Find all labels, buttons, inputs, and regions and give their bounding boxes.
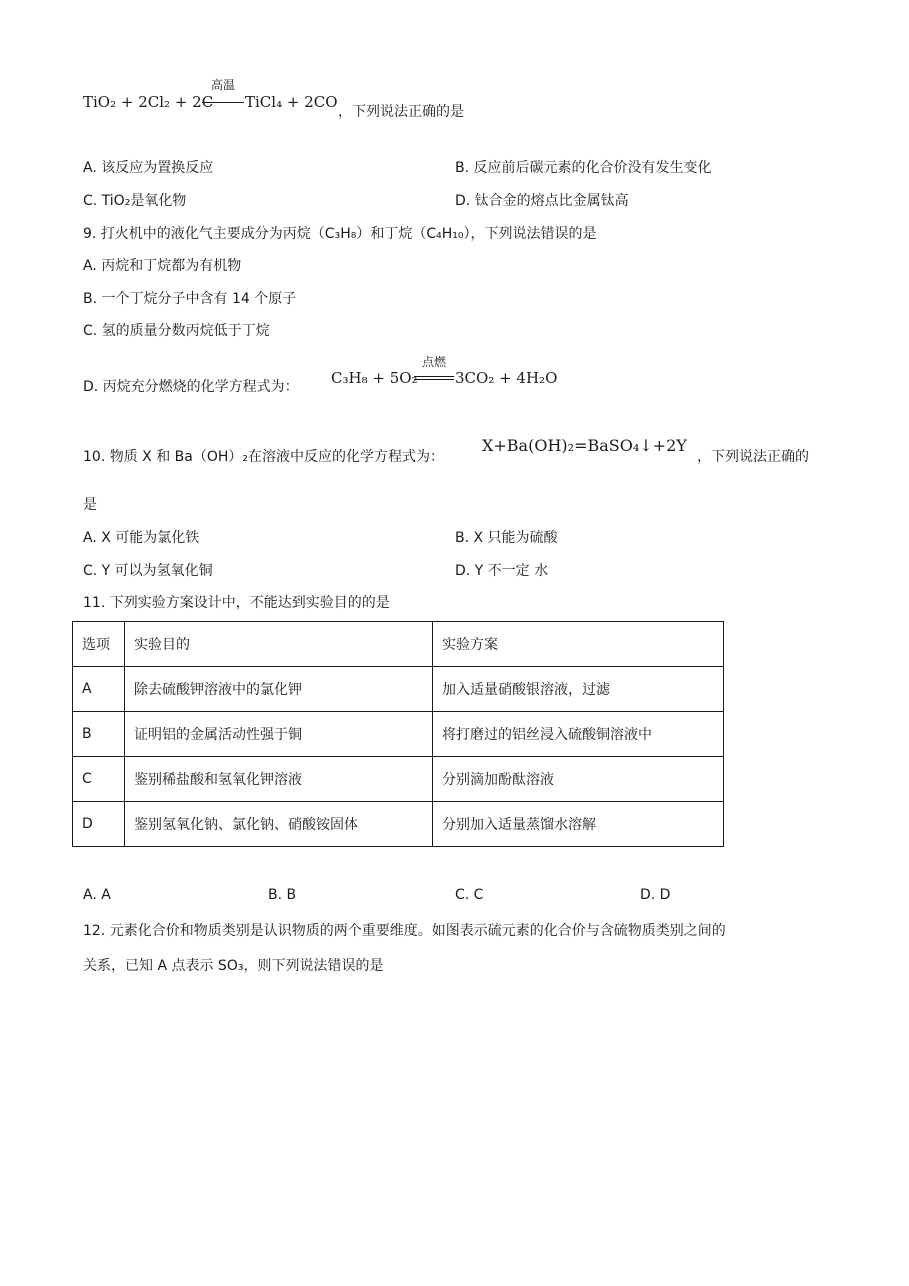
q10-equation: X+Ba(OH)₂=BaSO₄↓+2Y [482,436,687,455]
table-row [73,757,724,802]
row-b-purpose: 证明铝的金属活动性强于铜 [125,712,433,757]
header-option: 选项 [73,622,125,667]
row-d-purpose: 鉴别氢氧化钠、氯化钠、硝酸铵固体 [125,802,433,847]
q11-option-d: D. D [640,887,671,903]
row-b-plan: 将打磨过的铝丝浸入硫酸铜溶液中 [433,712,724,757]
table-row [73,802,724,847]
q10-stem-suffix: ，下列说法正确的 [697,449,809,465]
table-row [73,712,724,757]
experiment-table [72,621,724,847]
q9-reaction-line [414,376,454,380]
q9-option-d: D. 丙烷充分燃烧的化学方程式为： [83,379,299,395]
q11-option-c: C. C [455,887,484,903]
q9-option-a: A. 丙烷和丁烷都为有机物 [83,258,242,274]
q10-option-d: D. Y 不一定 水 [455,563,549,579]
q9-option-b: B. 一个丁烷分子中含有 14 个原子 [83,291,297,307]
q9-equation-lhs: C₃H₈ + 5O₂ [331,369,418,387]
q10-option-a: A. X 可能为氯化铁 [83,530,200,546]
q9-stem: 9. 打火机中的液化气主要成分为丙烷（C₃H₈）和丁烷（C₄H₁₀），下列说法错误的是 [83,226,597,242]
row-d-plan: 分别加入适量蒸馏水溶解 [433,802,724,847]
header-purpose: 实验目的 [125,622,433,667]
q8-equation-lhs: TiO₂ + 2Cl₂ + 2C [83,93,214,111]
q11-stem: 11. 下列实验方案设计中，不能达到实验目的的是 [83,595,390,611]
row-c-option: C [73,757,125,802]
row-c-plan: 分别滴加酚酞溶液 [433,757,724,802]
q8-option-d: D. 钛合金的熔点比金属钛高 [455,193,629,209]
q9-condition: 点燃 [421,355,446,369]
q10-stem-prefix: 10. 物质 X 和 Ba（OH）₂在溶液中反应的化学方程式为： [83,449,444,465]
q8-condition: 高温 [210,78,235,92]
q10-stem-cont: 是 [83,497,97,513]
q8-option-b: B. 反应前后碳元素的化合价没有发生变化 [455,160,712,176]
q12-line-2: 关系，已知 A 点表示 SO₃，则下列说法错误的是 [83,958,384,974]
q11-option-b: B. B [268,887,297,903]
q10-option-c: C. Y 可以为氢氧化铜 [83,563,213,579]
q8-stem: ，下列说法正确的是 [338,104,464,120]
row-a-purpose: 除去硫酸钾溶液中的氯化钾 [125,667,433,712]
q10-option-b: B. X 只能为硫酸 [455,530,558,546]
q9-equation-rhs: 3CO₂ + 4H₂O [455,369,558,387]
row-a-plan: 加入适量硝酸银溶液，过滤 [433,667,724,712]
q8-option-c: C. TiO₂是氧化物 [83,193,187,209]
header-plan: 实验方案 [433,622,724,667]
q8-option-a: A. 该反应为置换反应 [83,160,214,176]
row-b-option: B [73,712,125,757]
q8-equation-rhs: TiCl₄ + 2CO [245,93,338,111]
q11-option-a: A. A [83,887,111,903]
row-d-option: D [73,802,125,847]
q8-reaction-line [202,102,244,103]
table-row [73,667,724,712]
q9-option-c: C. 氢的质量分数丙烷低于丁烷 [83,323,270,339]
row-a-option: A [73,667,125,712]
table-header-row [73,622,724,667]
row-c-purpose: 鉴别稀盐酸和氢氧化钾溶液 [125,757,433,802]
q12-line-1: 12. 元素化合价和物质类别是认识物质的两个重要维度。如图表示硫元素的化合价与含硫物质类别之间的 [83,923,726,939]
